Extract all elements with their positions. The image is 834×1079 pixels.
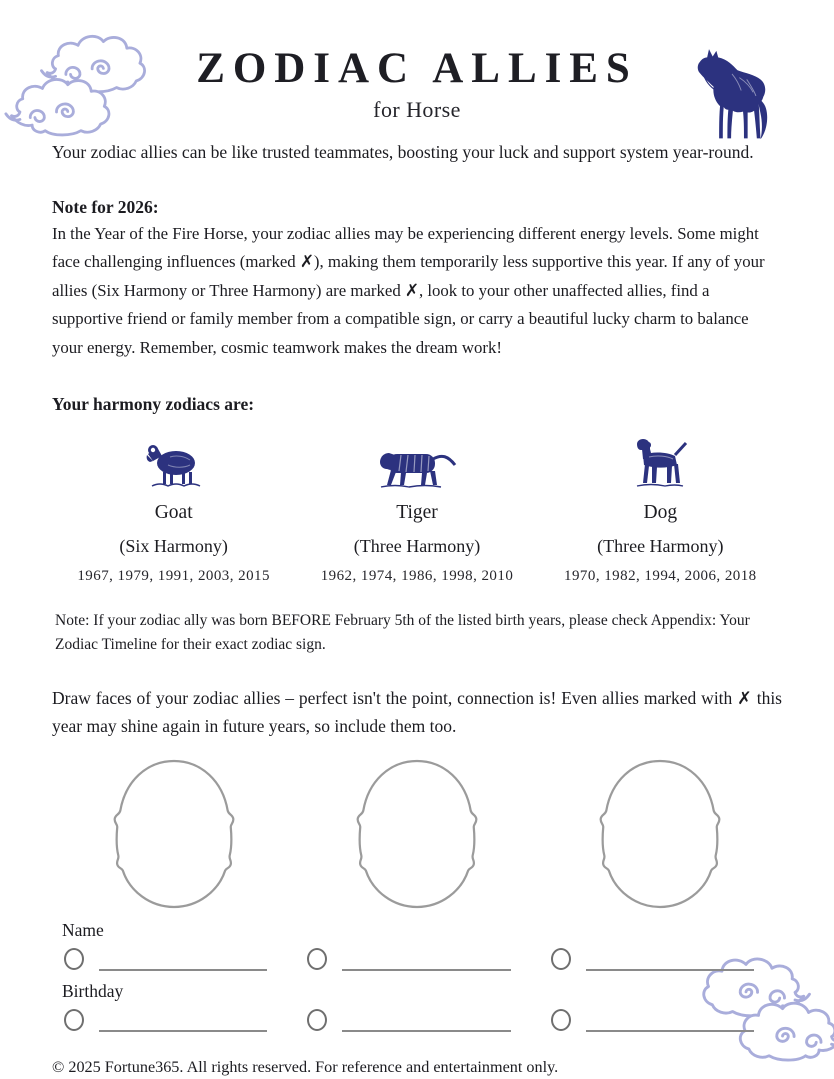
name-circle-2[interactable] bbox=[307, 948, 327, 970]
name-line-3[interactable] bbox=[586, 953, 754, 971]
animal-column-tiger bbox=[295, 435, 538, 585]
birthday-line-2[interactable] bbox=[342, 1014, 510, 1032]
birthday-line-3[interactable] bbox=[586, 1014, 754, 1032]
birthday-field-2[interactable] bbox=[295, 1006, 538, 1032]
name-field-1[interactable] bbox=[52, 945, 295, 971]
harmony-heading: Your harmony zodiacs are: bbox=[52, 394, 255, 415]
birthday-field-1[interactable] bbox=[52, 1006, 295, 1032]
face-outline-2[interactable] bbox=[351, 758, 483, 910]
birthday-field-3[interactable] bbox=[539, 1006, 782, 1032]
face-drawing-row bbox=[52, 758, 782, 910]
animal-harmony: (Three Harmony) bbox=[597, 536, 724, 557]
name-label: Name bbox=[62, 919, 104, 940]
name-circle-3[interactable] bbox=[551, 948, 571, 970]
animal-harmony: (Three Harmony) bbox=[353, 536, 481, 557]
name-line-2[interactable] bbox=[342, 953, 510, 971]
page-header bbox=[0, 0, 834, 123]
birthday-line-1[interactable] bbox=[99, 1014, 267, 1032]
name-circle-1[interactable] bbox=[64, 948, 84, 970]
intro-text: Your zodiac allies can be like trusted teammates, boosting your luck and support system year-round. bbox=[52, 142, 754, 163]
page-subtitle: for Horse bbox=[373, 97, 461, 123]
birthday-label: Birthday bbox=[62, 980, 124, 1001]
birthday-field-row bbox=[52, 1006, 782, 1032]
birthday-circle-2[interactable] bbox=[307, 1009, 327, 1031]
name-line-1[interactable] bbox=[99, 953, 267, 971]
copyright-footer: © 2025 Fortune365. All rights reserved. For reference and entertainment only. bbox=[52, 1057, 559, 1076]
page-body bbox=[0, 139, 834, 1031]
animal-years: 1970, 1982, 1994, 2006, 2018 bbox=[564, 568, 757, 585]
birthday-circle-3[interactable] bbox=[551, 1009, 571, 1031]
dog-icon bbox=[539, 435, 782, 489]
animal-column-dog bbox=[539, 435, 782, 585]
tiger-icon bbox=[295, 435, 538, 489]
harmony-animals bbox=[52, 435, 782, 585]
appendix-note: Note: If your zodiac ally was born BEFORE February 5th of the listed birth years, please check Appendix: Your Zodiac Timeline for their exact zodiac sign. bbox=[55, 612, 750, 653]
animal-name: Tiger bbox=[396, 502, 438, 524]
animal-column-goat bbox=[52, 435, 295, 585]
animal-years: 1962, 1974, 1986, 1998, 2010 bbox=[320, 568, 514, 585]
draw-prompt: Draw faces of your zodiac allies – perfect isn't the point, connection is! Even allies marked with ✗ this year may shine again in future years, so include them too. bbox=[52, 687, 782, 736]
animal-harmony: (Six Harmony) bbox=[119, 536, 228, 557]
face-outline-3[interactable] bbox=[591, 758, 729, 910]
animal-name: Goat bbox=[154, 502, 193, 524]
name-field-2[interactable] bbox=[295, 945, 538, 971]
note-2026-heading: Note for 2026: bbox=[52, 196, 159, 217]
goat-icon bbox=[52, 435, 295, 489]
animal-years: 1967, 1979, 1991, 2003, 2015 bbox=[77, 568, 270, 585]
face-outline-1[interactable] bbox=[108, 758, 240, 910]
name-field-3[interactable] bbox=[539, 945, 782, 971]
page-title: ZODIAC ALLIES bbox=[196, 45, 638, 92]
note-2026-body: In the Year of the Fire Horse, your zodiac allies may be experiencing different energy levels. Some might face challenging influences (marked ✗), making them temporarily less supportive this year. If any of your allies (Six Harmony or Three Harmony) are marked ✗, look to your other unaffected allies, find a supportive friend or family member from a compatible sign, or carry a beautiful lucky charm to balance your energy. Remember, cosmic teamwork makes the dream work! bbox=[52, 223, 765, 357]
animal-name: Dog bbox=[643, 502, 678, 524]
birthday-circle-1[interactable] bbox=[64, 1009, 84, 1031]
name-field-row bbox=[52, 945, 782, 971]
